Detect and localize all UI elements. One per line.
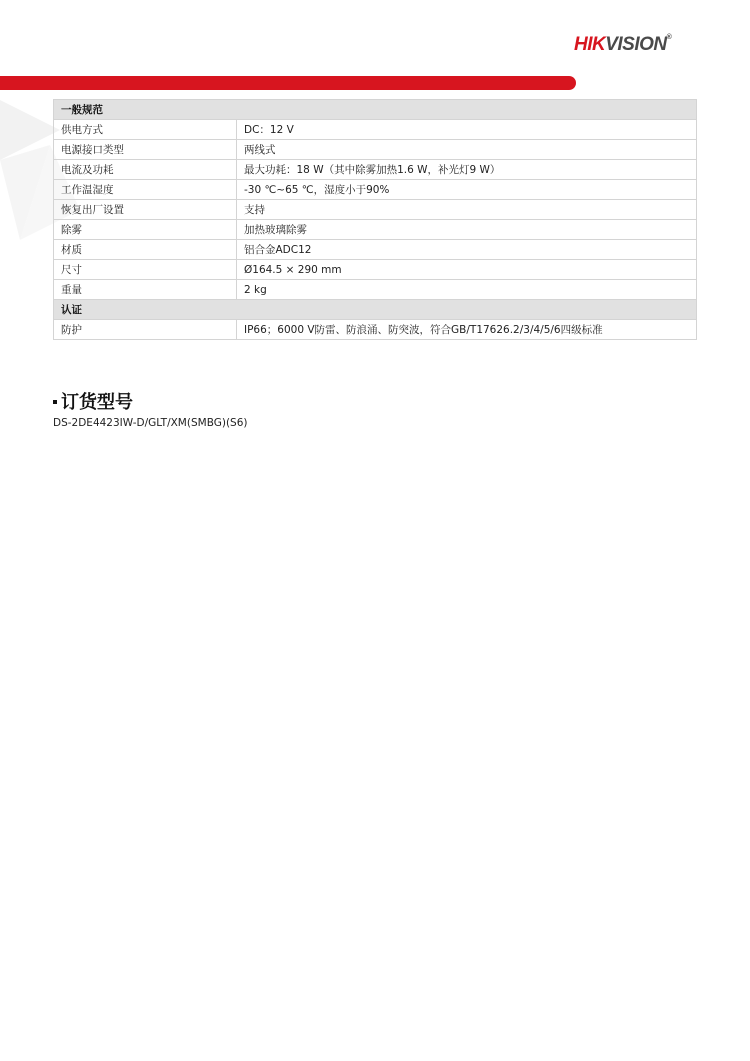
spec-key: 材质 [54, 240, 237, 260]
spec-key: 电源接口类型 [54, 140, 237, 160]
hikvision-logo [574, 34, 671, 56]
spec-key: 重量 [54, 280, 237, 300]
table-row [54, 180, 697, 200]
spec-key: 防护 [54, 320, 237, 340]
section-row-general [54, 100, 697, 120]
spec-key: 电流及功耗 [54, 160, 237, 180]
ordering-heading-text: 订货型号 [61, 392, 133, 413]
logo-text-hik: HIK [574, 34, 606, 55]
spec-value: 两线式 [237, 140, 697, 160]
model-number: DS-2DE4423IW-D/GLT/XM(SMBG)(S6) [53, 417, 248, 429]
spec-value: 支持 [237, 200, 697, 220]
table-row [54, 160, 697, 180]
spec-value: 2 kg [237, 280, 697, 300]
spec-value: 最大功耗：18 W（其中除雾加热1.6 W，补光灯9 W） [237, 160, 697, 180]
spec-key: 工作温湿度 [54, 180, 237, 200]
table-row [54, 120, 697, 140]
spec-key: 除雾 [54, 220, 237, 240]
specification-table [53, 99, 697, 340]
table-row [54, 260, 697, 280]
section-row-certification [54, 300, 697, 320]
header-red-bar [0, 76, 576, 90]
spec-value: IP66；6000 V防雷、防浪涌、防突波，符合GB/T17626.2/3/4/5/6四级标准 [237, 320, 697, 340]
registered-mark: ® [666, 34, 672, 41]
spec-key: 恢复出厂设置 [54, 200, 237, 220]
table-row [54, 240, 697, 260]
section-title: 一般规范 [54, 100, 697, 120]
spec-value: 加热玻璃除雾 [237, 220, 697, 240]
table-row [54, 320, 697, 340]
bullet-icon [53, 400, 57, 404]
spec-value: DC：12 V [237, 120, 697, 140]
spec-key: 供电方式 [54, 120, 237, 140]
spec-key: 尺寸 [54, 260, 237, 280]
table-row [54, 220, 697, 240]
section-title: 认证 [54, 300, 697, 320]
spec-value: Ø164.5 × 290 mm [237, 260, 697, 280]
table-row [54, 280, 697, 300]
spec-value: -30 ℃~65 ℃，湿度小于90% [237, 180, 697, 200]
table-row [54, 140, 697, 160]
spec-value: 铝合金ADC12 [237, 240, 697, 260]
table-row [54, 200, 697, 220]
ordering-heading [53, 388, 133, 414]
logo-text-vision: VISION [605, 34, 667, 55]
